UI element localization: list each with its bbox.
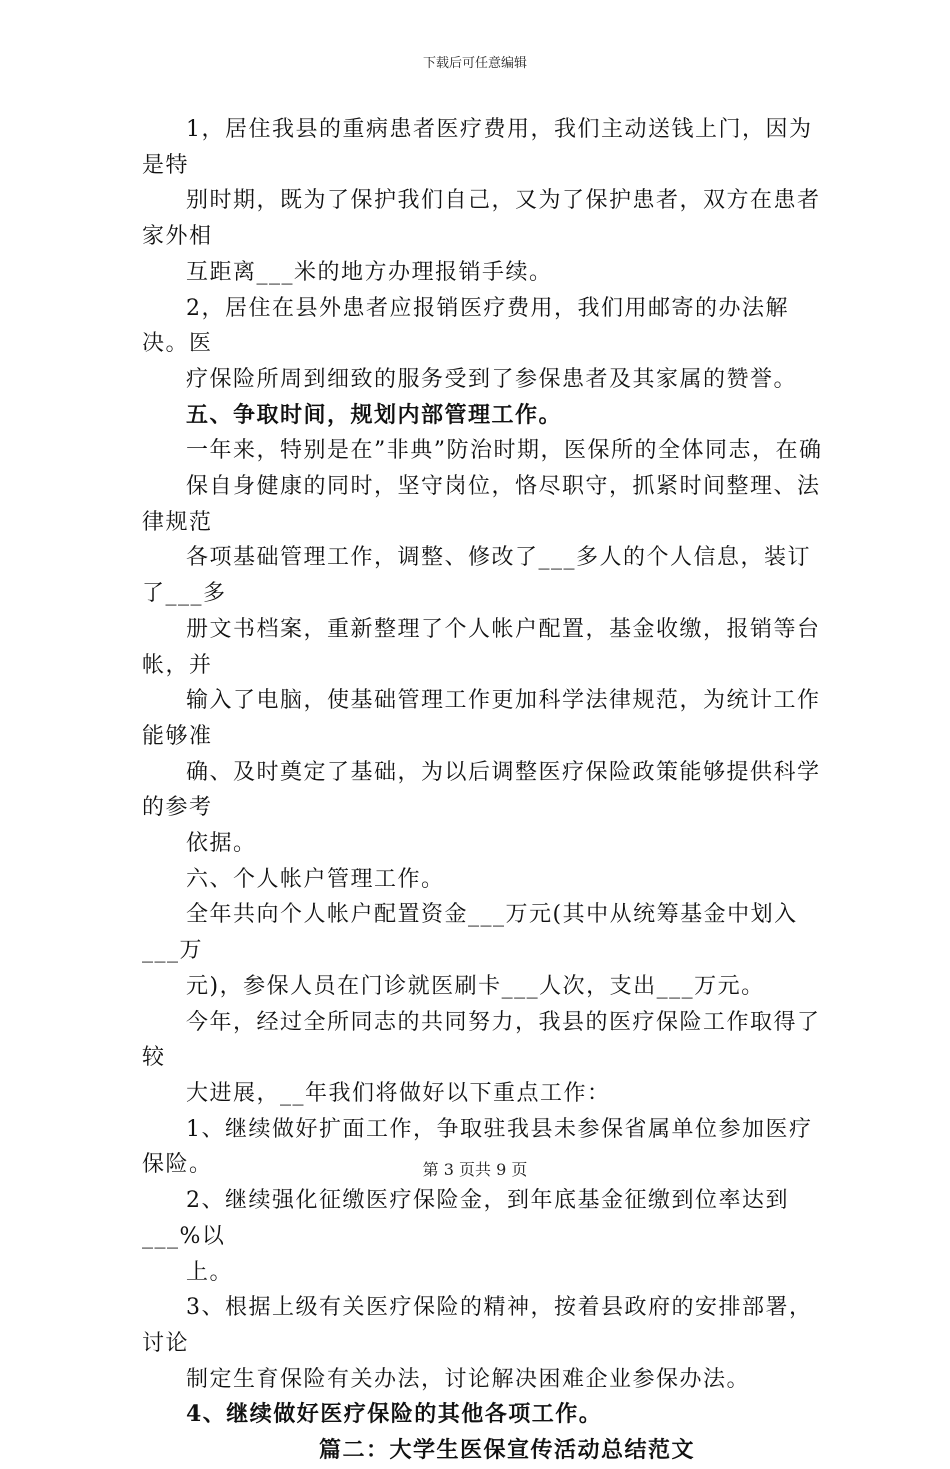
text-line: 册文书档案，重新整理了个人帐户配置，基金收缴，报销等台帐，并 (142, 616, 821, 678)
paragraph-internal-management (142, 433, 832, 861)
paragraph-mail-reimbursement (142, 291, 832, 398)
text-line: 上。 (186, 1259, 234, 1285)
list-item-2 (142, 1183, 832, 1290)
text-line: 1、继续做好扩面工作，争取驻我县未参保省属单位参加医疗保险。 (142, 1116, 813, 1178)
text-line: 元)，参保人员在门诊就医刷卡___人次，支出___万元。 (186, 973, 765, 999)
text-line: 全年共向个人帐户配置资金___万元(其中从统筹基金中划入___万 (142, 902, 798, 964)
text-line: 输入了电脑，使基础管理工作更加科学法律规范，为统计工作能够准 (142, 688, 821, 749)
text-line: 一年来，特别是在”非典”防治时期，医保所的全体同志，在确 (186, 438, 823, 464)
paragraph-remote-reimbursement-local (142, 112, 832, 291)
text-line: 各项基础管理工作，调整、修改了___多人的个人信息，装订了___多 (142, 545, 812, 607)
paragraph-account-funds (142, 897, 832, 1004)
text-line: 3、根据上级有关医疗保险的精神，按着县政府的安排部署，讨论 (142, 1295, 813, 1356)
text-line: 保自身健康的同时，坚守岗位，恪尽职守，抓紧时间整理、法律规范 (142, 474, 821, 535)
text-line: 1，居住我县的重病患者医疗费用，我们主动送钱上门，因为是特 (142, 117, 813, 178)
text-line: 大进展，__年我们将做好以下重点工作： (186, 1080, 611, 1106)
page-number: 第 3 页共 9 页 (422, 1160, 528, 1179)
text-line: 2、继续强化征缴医疗保险金，到年底基金征缴到位率达到___%以 (142, 1188, 789, 1249)
text-line: 2，居住在县外患者应报销医疗费用，我们用邮寄的办法解决。医 (142, 295, 789, 357)
next-article-title (142, 1433, 832, 1469)
list-item-3 (142, 1290, 832, 1397)
page-header-note: 下载后可任意编辑 (422, 56, 527, 71)
section-heading-6 (142, 862, 832, 898)
document-body (142, 112, 832, 1469)
list-item-4 (142, 1397, 832, 1433)
text-line: 制定生育保险有关办法，讨论解决困难企业参保办法。 (186, 1366, 751, 1392)
section-heading-text: 六、个人帐户管理工作。 (186, 866, 445, 892)
text-line: 疗保险所周到细致的服务受到了参保患者及其家属的赞誉。 (186, 366, 798, 392)
article-title-text: 篇二：大学生医保宣传活动总结范文 (318, 1437, 695, 1464)
section-heading-5 (142, 398, 832, 434)
text-line: 确、及时奠定了基础，为以后调整医疗保险政策能够提供科学的参考 (142, 759, 821, 821)
text-line: 互距离___米的地方办理报销手续。 (186, 259, 553, 285)
section-heading-text: 五、争取时间，规划内部管理工作。 (186, 401, 563, 428)
paragraph-progress (142, 1005, 832, 1112)
text-line: 今年，经过全所同志的共同努力，我县的医疗保险工作取得了较 (142, 1009, 821, 1071)
text-line: 依据。 (186, 831, 257, 857)
text-line: 4、继续做好医疗保险的其他各项工作。 (186, 1401, 603, 1428)
text-line: 别时期，既为了保护我们自己，又为了保护患者，双方在患者家外相 (142, 188, 821, 250)
